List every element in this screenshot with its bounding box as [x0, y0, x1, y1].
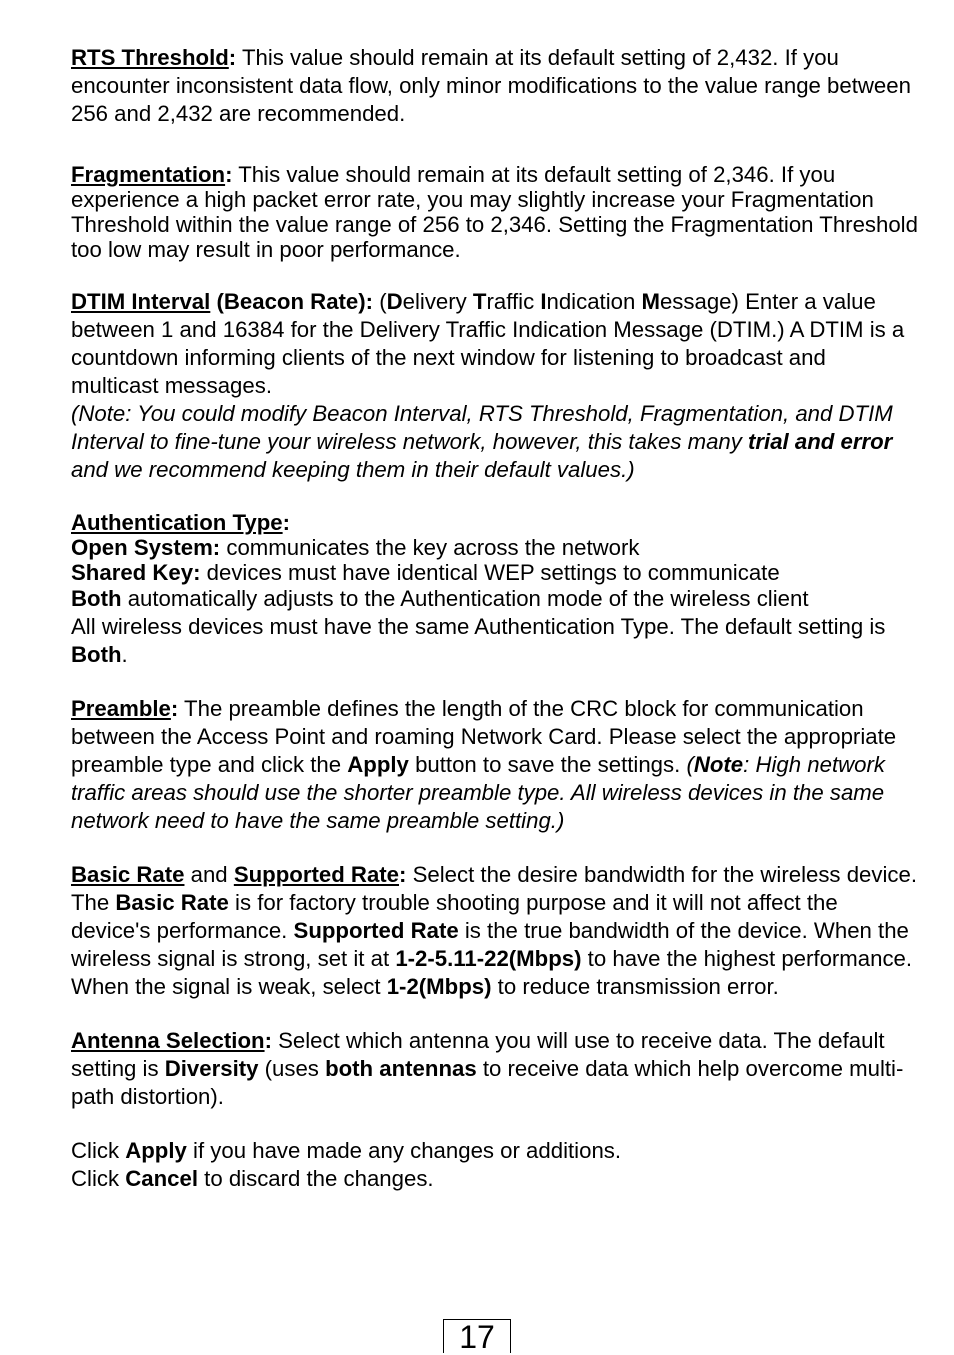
fragmentation-term: Fragmentation — [71, 162, 226, 187]
apply-instruction: Click Apply if you have made any changes or additions. — [71, 1138, 622, 1163]
basic-rate-term: Basic Rate — [71, 862, 185, 887]
rts-threshold-term: RTS Threshold — [71, 45, 229, 70]
supported-rate-term: Supported Rate — [233, 862, 400, 887]
auth-open-system: Open System: communicates the key across the network — [71, 535, 640, 560]
antenna-selection-paragraph: Antenna Selection: Select which antenna you will use to receive data. The default setting is Diversity (uses both antennas to receive data which help overcome multi-path distortion). — [71, 1028, 904, 1109]
rate-paragraph: Basic Rate and Supported Rate: Select the desire bandwidth for the wireless device. The Basic Rate is for factory trouble shooting purpose and it will not affect the device's performance. Supported Rate is the true bandwidth of the device. When the wireless signal is strong, set it at 1-2-5.11-22(Mbps) to have the highest performance. When the signal is weak, select 1-2(Mbps) to reduce transmission error. — [71, 862, 917, 999]
fragmentation-paragraph: Fragmentation: This value should remain at its default setting of 2,346. If you experience a high packet error rate, you may slightly increase your Fragmentation Threshold within the value range of 256 to 2,346. Setting the Fragmentation Threshold too low may result in poor performance. — [71, 162, 918, 262]
dtim-interval-paragraph: DTIM Interval (Beacon Rate): (Delivery Traffic Indication Message) Enter a value between 1 and 16384 for the Delivery Traffic Indication Message (DTIM.) A DTIM is a countdown informing clients of the next window for listening to broadcast and multicast messages. — [71, 289, 905, 398]
dtim-note: (Note: You could modify Beacon Interval, RTS Threshold, Fragmentation, and DTIM Interval to fine-tune your wireless network, however, this takes many trial and error and we recommend keeping them in their default values.) — [71, 401, 893, 482]
authentication-type-heading: Authentication Type: — [71, 510, 290, 535]
preamble-paragraph: Preamble: The preamble defines the length of the CRC block for communication between the Access Point and roaming Network Card. Please select the appropriate preamble type and click the Apply button to save the settings. (Note: High network traffic areas should use the shorter preamble type. All wireless devices in the same network need to have the same preamble setting.) — [71, 696, 897, 833]
auth-default-note: All wireless devices must have the same Authentication Type. The default setting is Both. — [71, 614, 886, 667]
preamble-term: Preamble — [71, 696, 171, 721]
rts-threshold-paragraph: RTS Threshold: This value should remain at its default setting of 2,432. If you encounter inconsistent data flow, only minor modifications to the value range between 256 and 2,432 are recommended. — [71, 45, 911, 126]
auth-shared-key: Shared Key: devices must have identical WEP settings to communicate — [71, 560, 780, 585]
authentication-type-section — [71, 510, 919, 585]
manual-page — [71, 44, 919, 1193]
cancel-instruction: Click Cancel to discard the changes. — [71, 1166, 434, 1191]
dtim-interval-term: DTIM Interval — [71, 289, 211, 314]
auth-both: Both automatically adjusts to the Authentication mode of the wireless client — [71, 586, 809, 611]
antenna-selection-term: Antenna Selection — [71, 1028, 265, 1053]
page-number: 17 — [443, 1319, 511, 1353]
